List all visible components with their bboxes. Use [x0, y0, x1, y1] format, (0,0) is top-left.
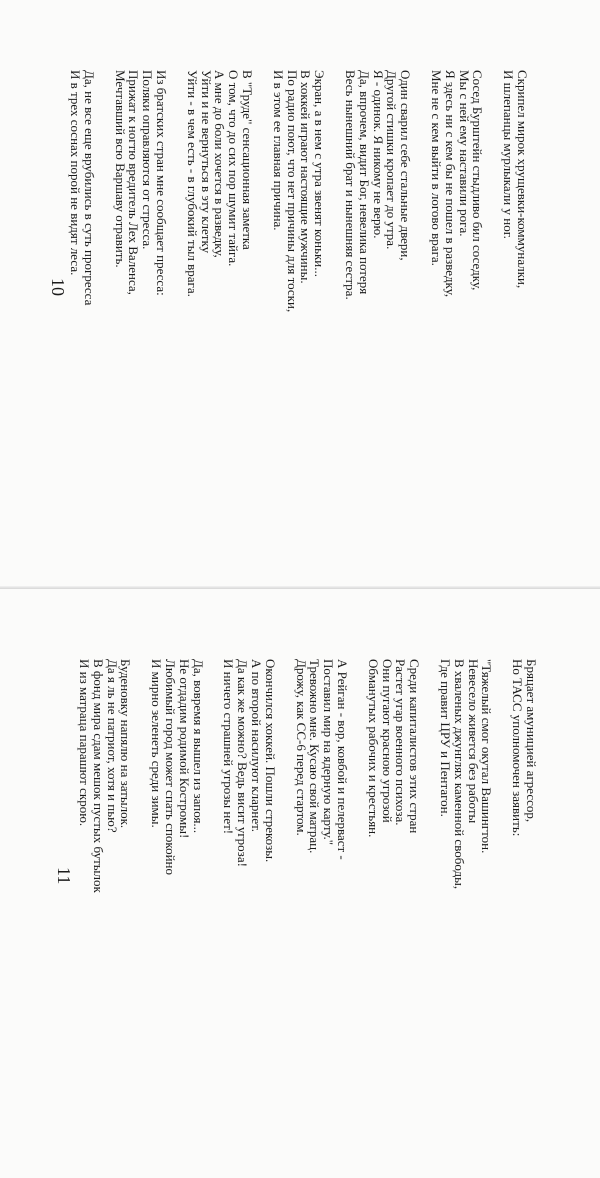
poem-line: Дрожу, как СС-6 перед стартом.: [293, 659, 309, 836]
stanza: [501, 70, 529, 540]
poem-line: В хоккей играют настоящие мужчины.: [298, 70, 314, 284]
stanza: [113, 70, 168, 540]
page-number: 10: [48, 278, 68, 296]
page-number: 11: [54, 867, 74, 885]
poem-line: Окончился хоккей. Пошли стрекозы.: [262, 659, 278, 863]
poem-line: Не отдадим родимой Костромы!: [176, 659, 192, 839]
poem-line: И шлепанцы мурлыкали у ног.: [501, 70, 517, 239]
poem-line: Они пугают красною угрозой: [379, 659, 395, 823]
stanza: [366, 659, 421, 1129]
poem-line: Бряцает амуницией агрессор,: [524, 659, 539, 823]
poem-line: Весь нынешний брат и нынешняя сестра.: [343, 70, 359, 300]
poem-line: Я здесь ни с кем бы не пошел в разведку,: [442, 70, 458, 298]
poem-line: По радио поют, что нет причины для тоски,: [284, 70, 300, 313]
poem-line: Да, впрочем, видит Бог, невелика потеря: [356, 70, 372, 295]
poem-line: Обманутых рабочих и крестьян.: [365, 659, 381, 838]
stanza: [222, 659, 277, 1129]
poem-line: Да как же можно? Ведь висит угроза!: [235, 659, 251, 867]
poem-line: Буденовку напялю на затылок.: [118, 659, 134, 829]
poem-line: Но ТАСС уполномочен заявить:: [510, 659, 526, 837]
poem-line: Невесело живется без работы: [465, 659, 481, 824]
poem-line: А по второй насилуют кларнет.: [249, 659, 265, 833]
poem-line: И в этом ее главная причина.: [270, 70, 286, 231]
stanza: [429, 70, 484, 540]
poem-line: Уйти и не вернуться в эту клетку: [198, 70, 214, 254]
poem-text-page-10: [51, 70, 529, 540]
poem-line: А Рейган - вор, ковбой и пелерваст -: [335, 659, 351, 860]
poem-line: О том, что до сих пор шумит тайга.: [226, 70, 242, 267]
poem-line: В фонд мира сдам мешок пустых бутылок: [90, 659, 106, 893]
poem-line: Один сварил себе стальные двери,: [398, 70, 414, 261]
stanza: [510, 659, 538, 1129]
poem-line: Из братских стран мне сообщает пресса:: [154, 70, 170, 296]
poem-line: Поляки оправляются от стресса.: [140, 70, 156, 250]
poem-line: Мне не с кем выйти в логово врага.: [429, 70, 445, 266]
poem-line: Экран, а в нем с утра звенят коньки...: [312, 70, 328, 278]
page-11: [0, 589, 600, 1178]
poem-line: Где правит ЦРУ и Пентагон.: [438, 659, 454, 817]
poem-line: И мирно зеленеть среди зимы.: [149, 659, 165, 828]
stanza: [77, 659, 132, 1129]
poem-text-page-11: [60, 659, 538, 1129]
poem-line: Я - одинок. Я никому не верю.: [370, 70, 386, 239]
poem-line: И в трех соснах порой не видят леса.: [68, 70, 84, 276]
stanza: [185, 70, 254, 540]
poem-line: Прижат к ногтю вредитель Лех Валенса,: [126, 70, 142, 295]
poem-line: В хваленых джунглях каменной свободы,: [451, 659, 467, 890]
poem-line: Скрипел мирок хрущевки-коммуналки,: [515, 70, 530, 289]
stanza: [343, 70, 412, 540]
poem-line: В "Труде" сенсационная заметка: [240, 70, 256, 250]
poem-line: А мне до боли хочется в разведку,: [212, 70, 228, 258]
poem-line: Да, не все еще врубились в суть прогресса: [81, 70, 97, 306]
stanza: [294, 659, 349, 1129]
poem-line: Мы с ней ему наставили рога.: [456, 70, 472, 237]
poem-line: Мечтавший всю Варшаву отравить.: [112, 70, 128, 268]
poem-line: Другой стишки кропает до утра.: [384, 70, 400, 250]
poem-line: "Тяжелый смог окутал Вашингтон.: [479, 659, 495, 854]
poem-line: И из матраца парашют скрою.: [77, 659, 93, 827]
poem-line: И ничего страшней угрозы нет!: [221, 659, 237, 835]
stanza: [149, 659, 204, 1129]
poem-line: Тревожно мне. Кусаю свой матрац.: [307, 659, 323, 854]
poem-line: Уйти - в чем есть - в глубокий тыл врага.: [184, 70, 200, 297]
poem-line: Среди капиталистов этих стран: [407, 659, 423, 834]
poem-line: Да, вовремя я вышел из запоя...: [190, 659, 206, 834]
poem-line: Растет угар военного психоза.: [393, 659, 409, 826]
poem-line: Любимый город может спать спокойно: [163, 659, 179, 875]
poem-line: Да я ль не патриот, хотя и пью?: [104, 659, 120, 833]
stanza: [271, 70, 326, 540]
poem-line: Поставил мир на ядерную карту.": [321, 659, 337, 846]
poem-line: Сосед Бурштейн стыдливо бил соседку,: [470, 70, 486, 291]
page-11-rotated-content: [0, 589, 600, 1178]
stanza: [438, 659, 493, 1129]
stanza: [68, 70, 96, 540]
